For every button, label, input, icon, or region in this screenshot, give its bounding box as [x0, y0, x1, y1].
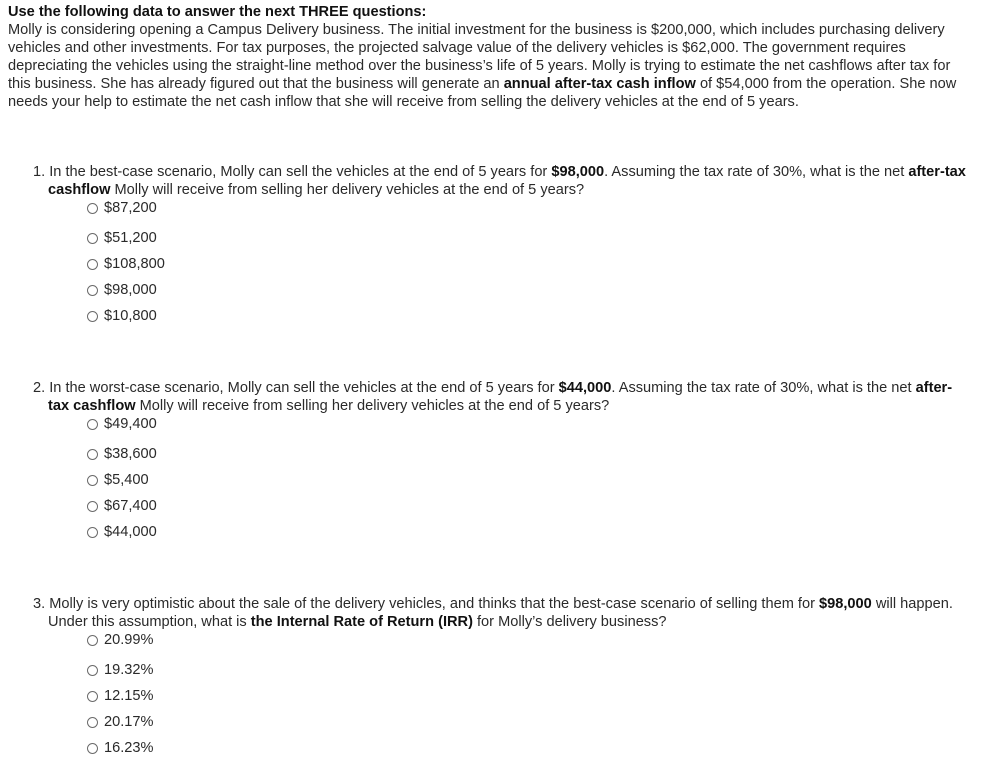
radio-button[interactable] [87, 311, 98, 322]
intro-block [8, 3, 968, 112]
option-label: $67,400 [104, 498, 157, 515]
q3-text-b: will happen. Under this assumption, what is [48, 596, 953, 631]
radio-button[interactable] [87, 635, 98, 646]
q1-option-e[interactable] [87, 303, 968, 329]
q3-text-c: for Molly’s delivery business? [472, 614, 667, 631]
q2-text-c: Molly will receive from selling her delivery vehicles at the end of 5 years? [135, 398, 610, 415]
q2-option-b[interactable] [87, 441, 968, 467]
option-label: 16.23% [104, 740, 154, 757]
radio-button[interactable] [87, 691, 98, 702]
q1-text-a: 1. In the best-case scenario, Molly can sell the vehicles at the end of 5 years for [33, 164, 552, 180]
radio-button[interactable] [87, 501, 98, 512]
option-label: $108,800 [104, 256, 165, 273]
question-3-options [87, 631, 968, 761]
radio-button[interactable] [87, 203, 98, 214]
q2-bold-a: $44,000 [558, 380, 612, 396]
radio-button[interactable] [87, 419, 98, 430]
question-2-options [87, 415, 968, 545]
radio-button[interactable] [87, 475, 98, 486]
q2-text-a: 2. In the worst-case scenario, Molly can sell the vehicles at the end of 5 years for [33, 380, 559, 396]
radio-button[interactable] [87, 285, 98, 296]
radio-button[interactable] [87, 665, 98, 676]
option-label: 20.99% [104, 632, 154, 649]
option-label: $10,800 [104, 308, 157, 325]
q2-option-e[interactable] [87, 519, 968, 545]
question-2 [33, 379, 968, 545]
q3-option-d[interactable] [87, 709, 968, 735]
q3-bold-b: the Internal Rate of Return (IRR) [250, 614, 473, 631]
option-label: $49,400 [104, 416, 157, 433]
radio-button[interactable] [87, 233, 98, 244]
q3-option-a[interactable] [87, 631, 968, 649]
q1-text-b: . Assuming the tax rate of 30%, what is the net [604, 164, 909, 180]
q2-option-c[interactable] [87, 467, 968, 493]
option-label: 19.32% [104, 662, 154, 679]
question-3-text [33, 595, 968, 631]
option-label: 12.15% [104, 688, 154, 705]
q3-option-c[interactable] [87, 683, 968, 709]
q1-option-a[interactable] [87, 199, 968, 217]
intro-text-2: of $54,000 from the operation. She now needs your help to estimate the net cash inflow that she will receive from selling the delivery vehicles at the end of 5 years. [8, 76, 957, 111]
question-1 [33, 163, 968, 329]
radio-button[interactable] [87, 527, 98, 538]
q2-option-a[interactable] [87, 415, 968, 433]
option-label: $44,000 [104, 524, 157, 541]
q3-option-b[interactable] [87, 657, 968, 683]
option-label: 20.17% [104, 714, 154, 731]
radio-button[interactable] [87, 449, 98, 460]
radio-button[interactable] [87, 259, 98, 270]
q3-bold-a: $98,000 [819, 596, 872, 612]
intro-paragraph [8, 21, 968, 111]
q1-bold-b: after-tax cashflow [48, 164, 966, 199]
question-2-text [33, 379, 968, 415]
option-label: $87,200 [104, 200, 157, 217]
question-1-text [33, 163, 968, 199]
q2-bold-b: after-tax cashflow [48, 380, 953, 415]
question-1-options [87, 199, 968, 329]
q1-option-d[interactable] [87, 277, 968, 303]
q1-bold-a: $98,000 [551, 164, 605, 180]
option-label: $5,400 [104, 472, 149, 489]
q1-option-c[interactable] [87, 251, 968, 277]
radio-button[interactable] [87, 717, 98, 728]
q3-text-a: 3. Molly is very optimistic about the sale of the delivery vehicles, and thinks that the best-case scenario of selling them for [33, 596, 820, 612]
option-label: $98,000 [104, 282, 157, 299]
intro-bold-1: annual after-tax cash inflow [503, 76, 696, 93]
intro-text-1: Molly is considering opening a Campus Delivery business. The initial investment for the business is $200,000, which includes purchasing delivery vehicles and other investments. For tax purposes, the projected salvage value of the delivery vehicles is $62,000. The government requires depreciating the vehicles using the straight-line method over the business’s life of 5 years. Molly is trying to estimate the net cashflows after tax for this business. She has already figured out that the business will generate an [8, 22, 951, 93]
option-label: $51,200 [104, 230, 157, 247]
question-3 [33, 595, 968, 761]
q2-option-d[interactable] [87, 493, 968, 519]
q1-text-c: Molly will receive from selling her delivery vehicles at the end of 5 years? [110, 182, 585, 199]
intro-title: Use the following data to answer the next THREE questions: [8, 4, 427, 20]
radio-button[interactable] [87, 743, 98, 754]
q1-option-b[interactable] [87, 225, 968, 251]
option-label: $38,600 [104, 446, 157, 463]
q3-option-e[interactable] [87, 735, 968, 761]
q2-text-b: . Assuming the tax rate of 30%, what is the net [611, 380, 916, 396]
